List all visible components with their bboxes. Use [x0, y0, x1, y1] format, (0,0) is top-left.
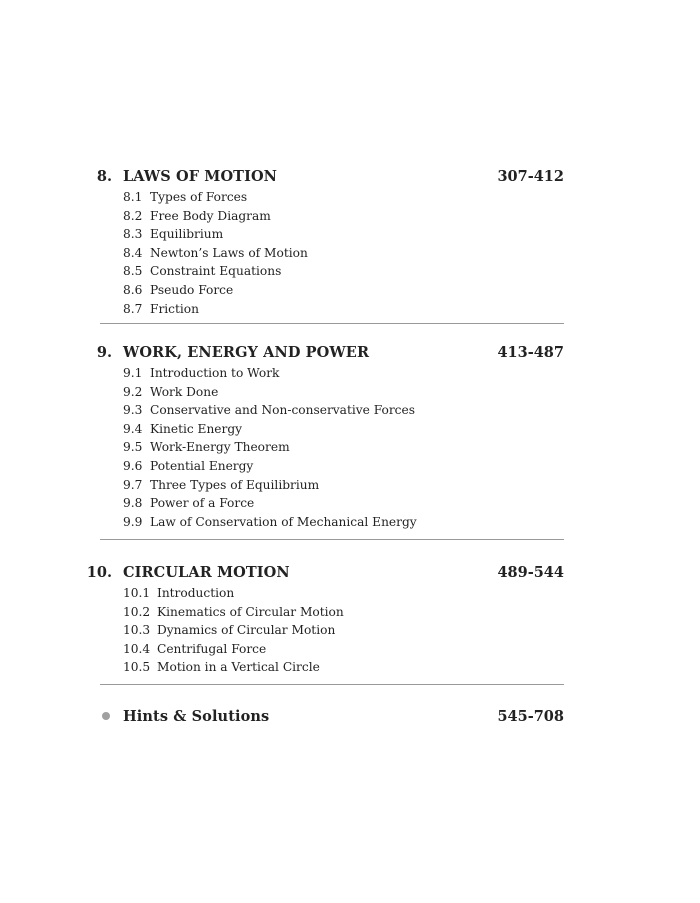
- list-item: [0, 513, 700, 532]
- list-item: [0, 438, 700, 457]
- section-title: Introduction: [157, 586, 235, 600]
- section-title: Work-Energy Theorem: [150, 440, 290, 455]
- chapter-title: WORK, ENERGY AND POWER: [123, 344, 370, 361]
- section-number: 9.3: [123, 403, 143, 418]
- list-item: [0, 640, 700, 659]
- section-title: Centrifugal Force: [157, 641, 267, 656]
- section-title: Power of a Force: [150, 496, 255, 511]
- section-number: 9.2: [123, 384, 143, 399]
- chapter-heading: [0, 342, 700, 364]
- chapter-heading: [0, 166, 700, 188]
- list-item: [0, 188, 700, 207]
- section-title: Pseudo Force: [150, 282, 234, 297]
- section-number: 10.2: [123, 604, 151, 619]
- chapter-number: 9.: [96, 344, 112, 361]
- section-title: Work Done: [150, 384, 219, 399]
- chapter-heading: [0, 562, 700, 584]
- section-number: 8.2: [123, 208, 143, 223]
- list-item: [0, 603, 700, 622]
- section-number: 9.4: [123, 421, 143, 436]
- divider: [100, 323, 564, 324]
- chapter-title: CIRCULAR MOTION: [123, 564, 290, 581]
- list-item: [0, 457, 700, 476]
- list-item: [0, 584, 700, 603]
- chapter-page-range: 545-708: [497, 708, 564, 725]
- section-title: Friction: [150, 301, 199, 316]
- chapter-page-range: 413-487: [497, 344, 564, 361]
- list-item: [0, 281, 700, 300]
- list-item: [0, 476, 700, 495]
- hints-and-solutions: [0, 706, 700, 728]
- section-title: Equilibrium: [150, 227, 224, 242]
- chapter-8: [0, 166, 700, 318]
- list-item: [0, 364, 700, 383]
- section-title: Kinematics of Circular Motion: [157, 604, 344, 619]
- chapter-number: 10.: [86, 564, 112, 581]
- section-title: Potential Energy: [150, 458, 254, 473]
- section-title: Introduction to Work: [150, 366, 280, 380]
- section-list: [0, 364, 700, 531]
- section-number: 8.1: [123, 190, 143, 204]
- list-item: [0, 262, 700, 281]
- list-item: [0, 207, 700, 226]
- section-number: 9.1: [123, 366, 143, 380]
- list-item: [0, 401, 700, 420]
- section-title: Constraint Equations: [150, 264, 282, 279]
- section-number: 10.1: [123, 586, 151, 600]
- section-list: [0, 584, 700, 677]
- section-title: Law of Conservation of Mechanical Energy: [150, 514, 417, 529]
- section-number: 8.6: [123, 282, 143, 297]
- divider: [100, 539, 564, 540]
- bullet-icon: [102, 712, 110, 720]
- list-item: [0, 300, 700, 319]
- chapter-title: LAWS OF MOTION: [123, 168, 278, 185]
- section-title: Dynamics of Circular Motion: [157, 623, 336, 638]
- section-number: 10.5: [123, 660, 151, 675]
- list-item: [0, 658, 700, 677]
- section-number: 8.7: [123, 301, 143, 316]
- divider: [100, 684, 564, 685]
- section-title: Conservative and Non-conservative Forces: [150, 403, 415, 418]
- section-number: 9.6: [123, 458, 143, 473]
- section-number: 8.3: [123, 227, 143, 242]
- chapter-heading: [0, 706, 700, 728]
- list-item: [0, 420, 700, 439]
- chapter-page-range: 307-412: [497, 168, 564, 185]
- chapter-title: Hints & Solutions: [123, 708, 270, 725]
- list-item: [0, 244, 700, 263]
- list-item: [0, 383, 700, 402]
- list-item: [0, 621, 700, 640]
- chapter-number: 8.: [96, 168, 112, 185]
- section-title: Free Body Diagram: [150, 208, 271, 223]
- chapter-page-range: 489-544: [497, 564, 564, 581]
- section-title: Kinetic Energy: [150, 421, 243, 436]
- section-title: Types of Forces: [150, 190, 248, 204]
- section-number: 9.5: [123, 440, 143, 455]
- section-number: 9.9: [123, 514, 143, 529]
- section-number: 9.7: [123, 477, 143, 492]
- section-number: 8.5: [123, 264, 143, 279]
- chapter-10: [0, 562, 700, 677]
- chapter-9: [0, 342, 700, 531]
- list-item: [0, 494, 700, 513]
- section-list: [0, 188, 700, 318]
- section-title: Motion in a Vertical Circle: [157, 660, 320, 675]
- section-number: 9.8: [123, 496, 143, 511]
- section-title: Newton’s Laws of Motion: [150, 245, 308, 260]
- section-number: 10.4: [123, 641, 151, 656]
- section-number: 10.3: [123, 623, 151, 638]
- section-title: Three Types of Equilibrium: [150, 477, 320, 492]
- list-item: [0, 225, 700, 244]
- section-number: 8.4: [123, 245, 143, 260]
